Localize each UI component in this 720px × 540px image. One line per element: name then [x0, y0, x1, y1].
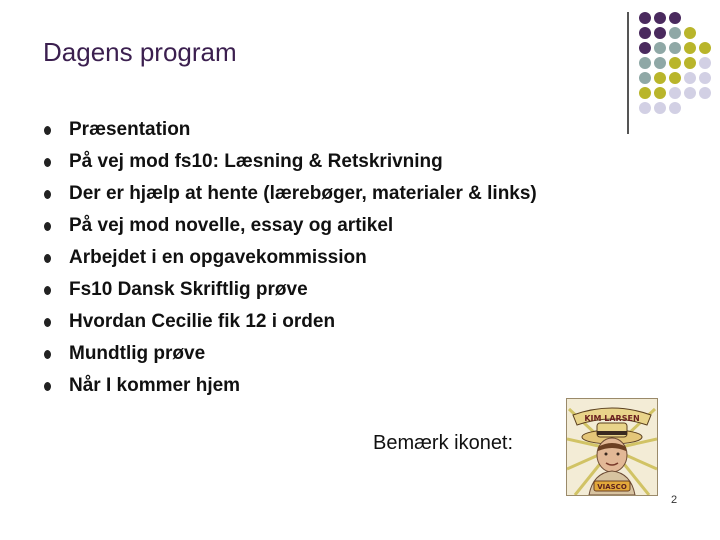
agenda-item-text: Arbejdet i en opgavekommission [69, 247, 367, 268]
bullet-dot-icon [44, 382, 51, 391]
icon-bottom-text: VIASCO [597, 483, 627, 491]
agenda-item-text: Der er hjælp at hente (lærebøger, materialer & links) [69, 183, 537, 204]
agenda-item-text: Når I kommer hjem [69, 375, 241, 396]
icon-note-text: Bemærk ikonet: [373, 432, 514, 454]
agenda-item-text: På vej mod novelle, essay og artikel [69, 215, 394, 236]
decorative-divider-line [627, 12, 629, 134]
page-number: 2 [671, 494, 678, 506]
kim-larsen-icon [566, 398, 658, 496]
icon-banner-text: KIM LARSEN [584, 414, 640, 423]
agenda-item-text: Hvordan Cecilie fik 12 i orden [69, 311, 336, 332]
agenda-item [44, 338, 537, 370]
bullet-dot-icon [44, 350, 51, 359]
agenda-item-text: Fs10 Dansk Skriftlig prøve [69, 279, 308, 300]
bullet-dot-icon [44, 318, 51, 327]
agenda-item-text: Præsentation [69, 119, 191, 140]
bullet-dot-icon [44, 286, 51, 295]
agenda-item [44, 114, 537, 146]
slide-title: Dagens program [43, 37, 237, 67]
agenda-item [44, 370, 537, 402]
bullet-dot-icon [44, 254, 51, 263]
agenda-item [44, 178, 537, 210]
bullet-dot-icon [44, 158, 51, 167]
agenda-item [44, 146, 537, 178]
bullet-dot-icon [44, 126, 51, 135]
agenda-item-text: Mundtlig prøve [69, 343, 206, 364]
agenda-list [44, 114, 537, 402]
bullet-dot-icon [44, 222, 51, 231]
agenda-item-text: På vej mod fs10: Læsning & Retskrivning [69, 151, 443, 172]
agenda-item [44, 274, 537, 306]
decorative-dot-grid [636, 10, 720, 120]
bullet-dot-icon [44, 190, 51, 199]
agenda-item [44, 306, 537, 338]
agenda-item [44, 210, 537, 242]
agenda-item [44, 242, 537, 274]
